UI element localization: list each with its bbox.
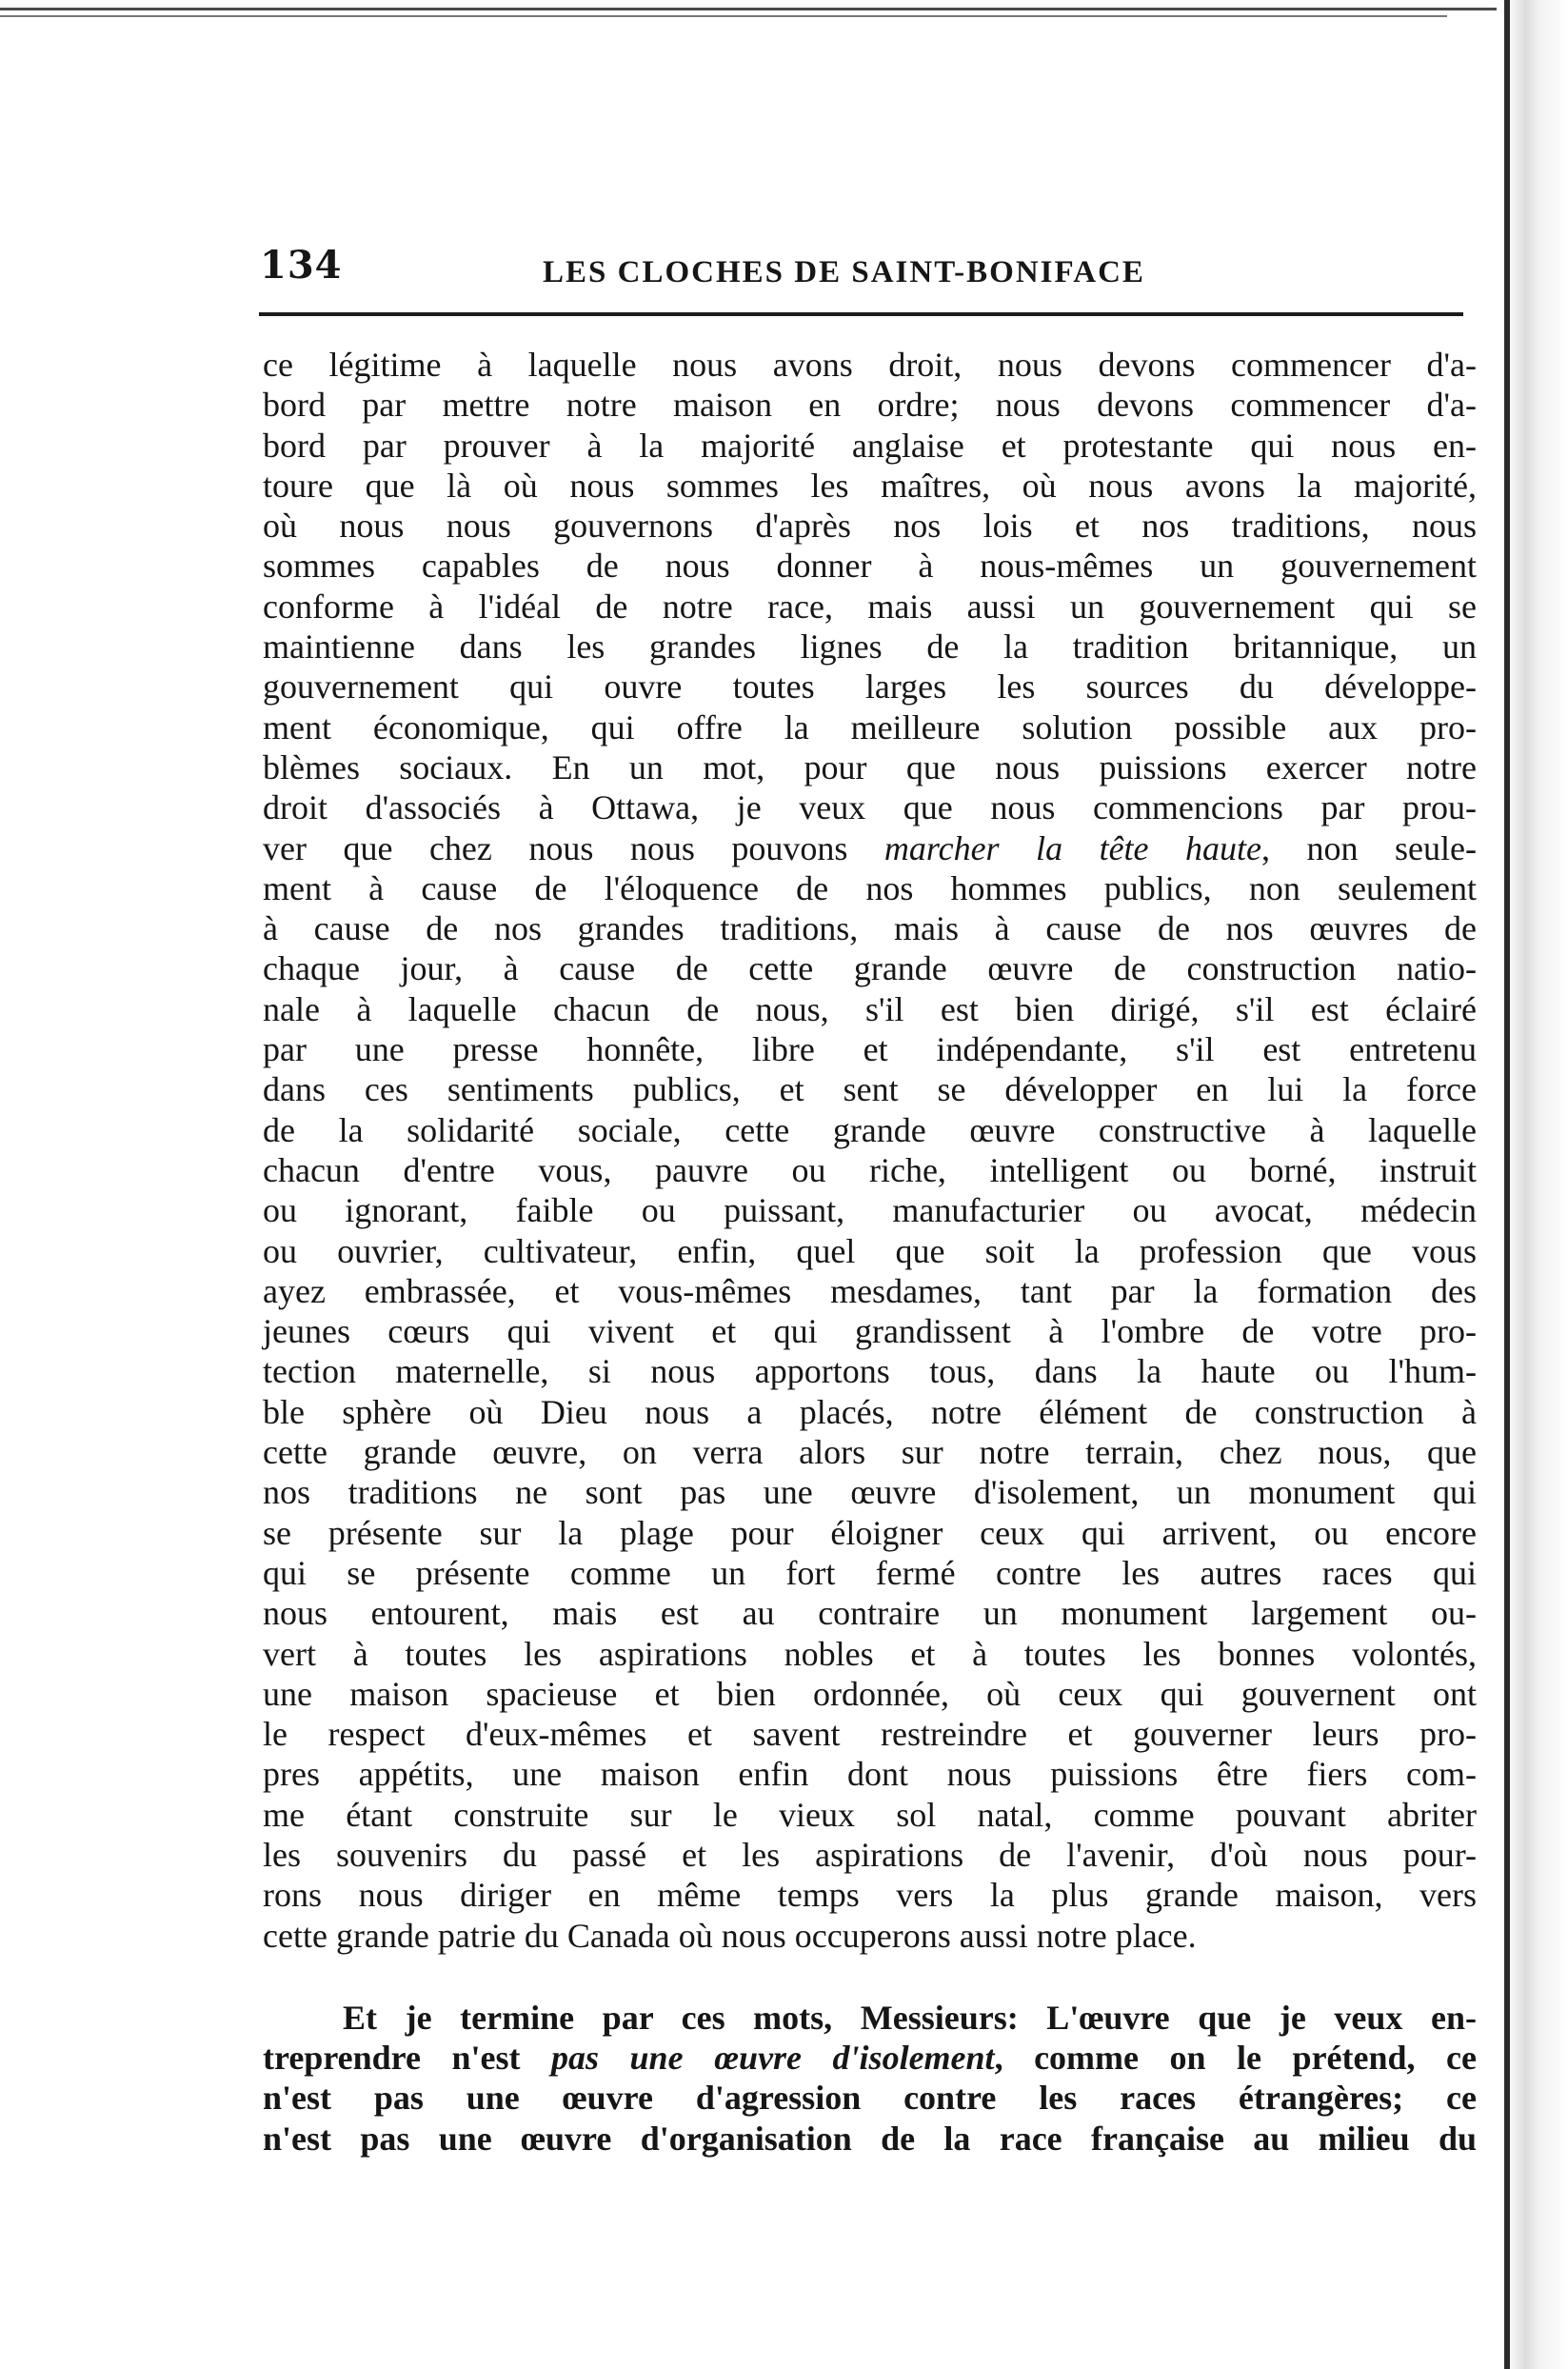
text-line: n'est pas une œuvre d'agression contre les races étrangères; ce <box>263 2079 1477 2118</box>
text-line: gouvernement qui ouvre toutes larges les sources du développe- <box>263 667 1477 707</box>
top-rule-secondary <box>0 15 1447 17</box>
italic-phrase: pas une œuvre d'isolement <box>551 2039 995 2078</box>
text-line: nale à laquelle chacun de nous, s'il est bien dirigé, s'il est éclairé <box>263 989 1477 1028</box>
text-segment: treprendre n'est <box>263 2039 551 2078</box>
text-line: toure que là où nous sommes les maîtres, où nous avons la majorité, <box>263 466 1477 505</box>
text-line: qui se présente comme un fort fermé contre les autres races qui <box>263 1553 1477 1592</box>
text-line-with-italic <box>263 2038 1477 2078</box>
text-line: blèmes sociaux. En un mot, pour que nous puissions exercer notre <box>263 747 1477 786</box>
text-line: chacun d'entre vous, pauvre ou riche, intelligent ou borné, instruit <box>263 1150 1477 1189</box>
text-line: sommes capables de nous donner à nous-mêmes un gouvernement <box>263 547 1477 586</box>
running-title: LES CLOCHES DE SAINT-BONIFACE <box>543 255 1145 289</box>
text-line: ou ouvrier, cultivateur, enfin, quel que soit la profession que vous <box>263 1231 1477 1270</box>
text-line: chaque jour, à cause de cette grande œuvre de construction natio- <box>263 949 1477 988</box>
text-line: rons nous diriger en même temps vers la plus grande maison, vers <box>263 1876 1477 1915</box>
text-line: ou ignorant, faible ou puissant, manufacturier ou avocat, médecin <box>263 1191 1477 1230</box>
paragraph-2 <box>263 1998 1477 2159</box>
text-line: de la solidarité sociale, cette grande œuvre constructive à laquelle <box>263 1110 1477 1149</box>
text-line: bord par mettre notre maison en ordre; nous devons commencer d'a- <box>263 386 1477 425</box>
text-segment: ver que chez nous nous pouvons <box>263 828 884 867</box>
top-rule <box>0 8 1523 10</box>
text-segment: , non seule- <box>1261 828 1477 867</box>
text-line: le respect d'eux-mêmes et savent restreindre et gouverner leurs pro- <box>263 1715 1477 1754</box>
text-line: ayez embrassée, et vous-mêmes mesdames, tant par la formation des <box>263 1271 1477 1310</box>
text-line: à cause de nos grandes traditions, mais à cause de nos œuvres de <box>263 909 1477 948</box>
text-line: bord par prouver à la majorité anglaise et protestante qui nous en- <box>263 426 1477 465</box>
text-line: cette grande œuvre, on verra alors sur notre terrain, chez nous, que <box>263 1433 1477 1472</box>
text-line: tection maternelle, si nous apportons tous, dans la haute ou l'hum- <box>263 1352 1477 1391</box>
text-line: nous entourent, mais est au contraire un monument largement ou- <box>263 1594 1477 1633</box>
text-line: nos traditions ne sont pas une œuvre d'isolement, un monument qui <box>263 1473 1477 1512</box>
text-line: cette grande patrie du Canada où nous occuperons aussi notre place. <box>263 1916 1197 1955</box>
text-line: n'est pas une œuvre d'organisation de la race française au milieu du <box>263 2119 1477 2158</box>
text-segment: , comme on le prétend, ce <box>994 2039 1477 2078</box>
text-line: maintienne dans les grandes lignes de la tradition britannique, un <box>263 627 1477 667</box>
text-line: conforme à l'idéal de notre race, mais aussi un gouvernement qui se <box>263 587 1477 626</box>
italic-phrase: marcher la tête haute <box>883 828 1262 867</box>
header-rule <box>259 312 1463 316</box>
text-line: ment à cause de l'éloquence de nos hommes publics, non seulement <box>263 868 1477 907</box>
text-line: Et je termine par ces mots, Messieurs: L'œuvre que je veux en- <box>343 1998 1477 2037</box>
body-text <box>263 345 1477 2159</box>
page-number: 134 <box>260 243 343 288</box>
text-line: les souvenirs du passé et les aspirations de l'avenir, d'où nous pour- <box>263 1835 1477 1874</box>
text-line: ce légitime à laquelle nous avons droit, nous devons commencer d'a- <box>263 346 1477 384</box>
text-line: dans ces sentiments publics, et sent se développer en lui la force <box>263 1070 1477 1109</box>
text-line: par une presse honnête, libre et indépendante, s'il est entretenu <box>263 1030 1477 1069</box>
text-line: jeunes cœurs qui vivent et qui grandissent à l'ombre de votre pro- <box>263 1312 1477 1351</box>
text-line: ment économique, qui offre la meilleure solution possible aux pro- <box>263 707 1477 747</box>
text-line: pres appétits, une maison enfin dont nous puissions être fiers com- <box>263 1755 1477 1794</box>
text-line: ble sphère où Dieu nous a placés, notre élément de construction à <box>263 1392 1477 1431</box>
text-line: droit d'associés à Ottawa, je veux que nous commencions par prou- <box>263 788 1477 827</box>
page-spine-edge <box>1504 0 1510 2369</box>
text-line: une maison spacieuse et bien ordonnée, où ceux qui gouvernent ont <box>263 1674 1477 1713</box>
text-line: se présente sur la plage pour éloigner ceux qui arrivent, ou encore <box>263 1513 1477 1552</box>
text-line-with-italic <box>263 828 1477 868</box>
text-line: vert à toutes les aspirations nobles et à toutes les bonnes volontés, <box>263 1634 1477 1673</box>
paragraph-1 <box>263 345 1477 1956</box>
text-line: où nous nous gouvernons d'après nos lois et nos traditions, nous <box>263 507 1477 546</box>
text-line: me étant construite sur le vieux sol natal, comme pouvant abriter <box>263 1795 1477 1834</box>
